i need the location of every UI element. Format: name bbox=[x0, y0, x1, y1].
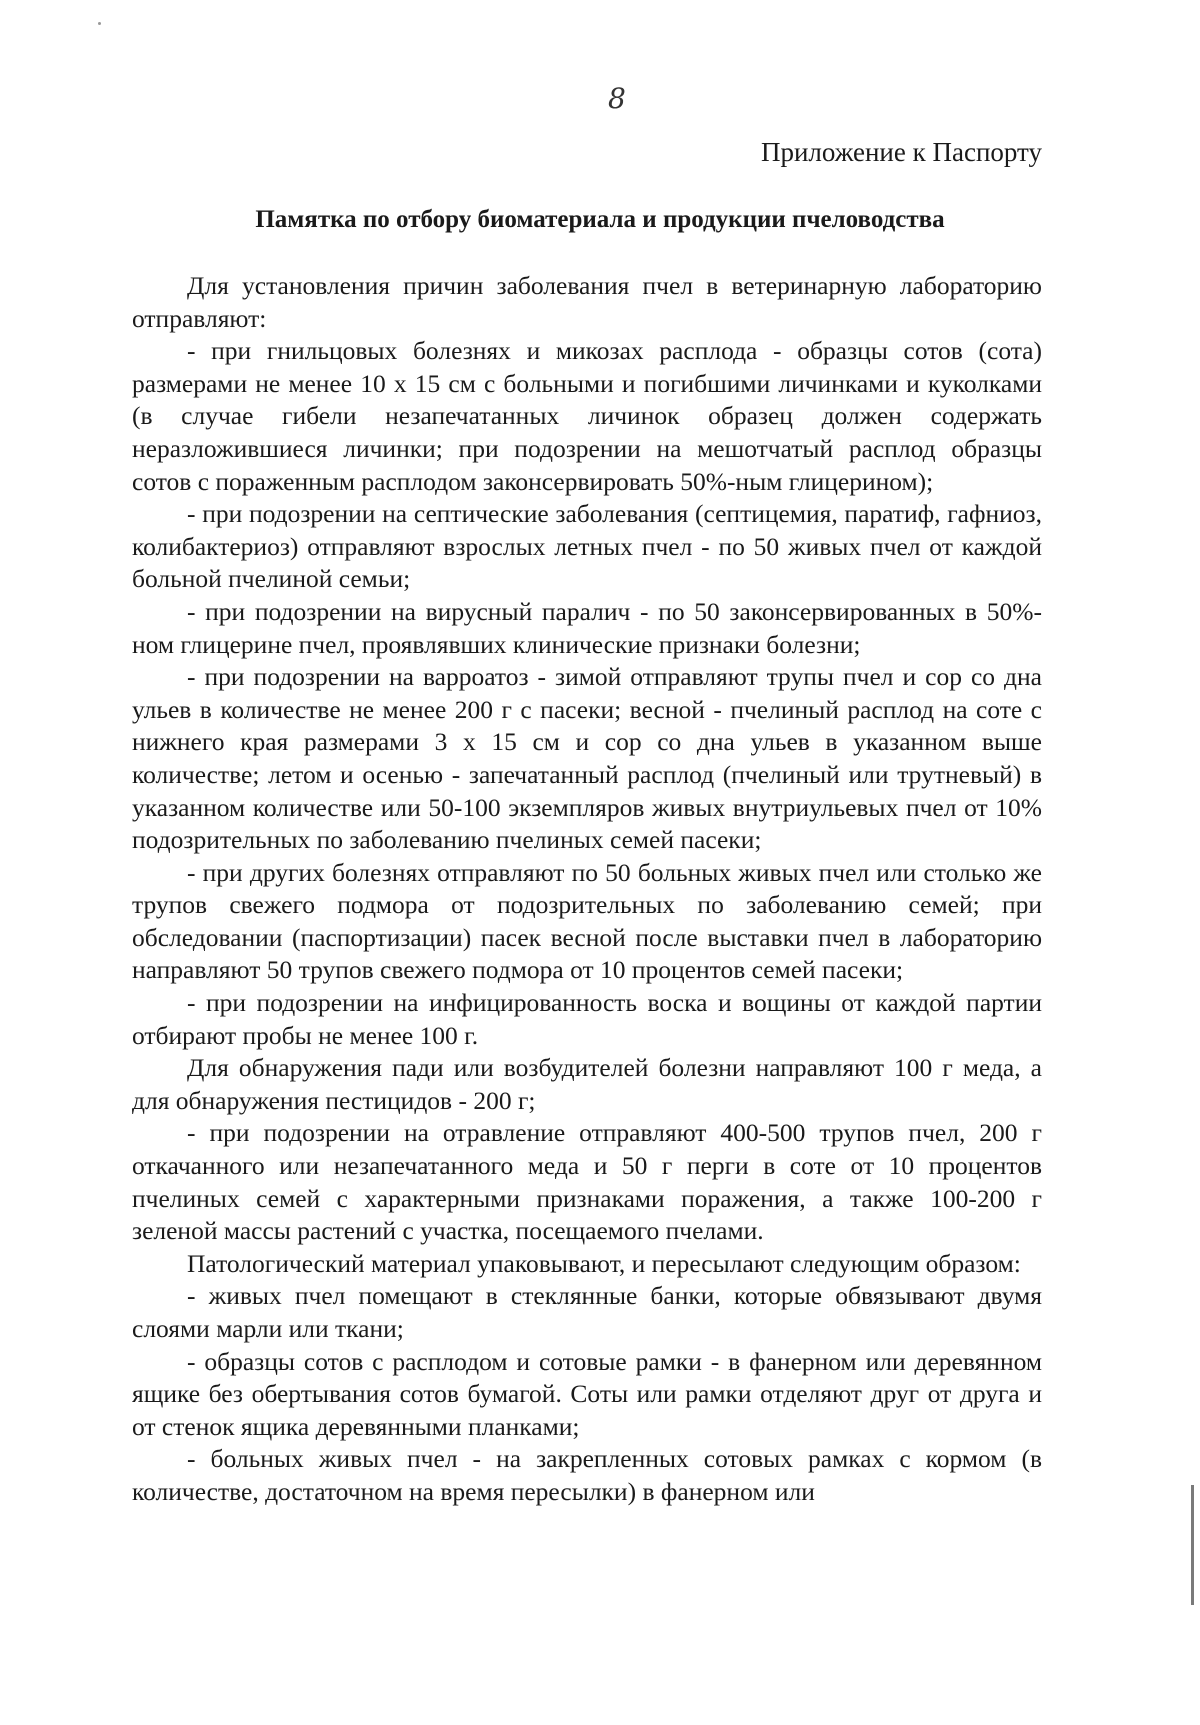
paragraph: Для установления причин заболевания пчел в ветеринарную лабораторию отправляют: bbox=[132, 271, 1042, 333]
scan-speck bbox=[98, 22, 101, 25]
appendix-label: Приложение к Паспорту bbox=[760, 137, 1042, 167]
paragraph: - живых пчел помещают в стеклянные банки, которые обвязывают двумя слоями марли или ткани; bbox=[132, 1281, 1042, 1343]
paragraph: - при подозрении на отравление отправляют 400-500 трупов пчел, 200 г откачанного или незапечатанного меда и 50 г перги в соте от 10 процентов пчелиных семей с характерными признаками поражения, а также 100-200 г зеленой массы растений с участка, посещаемого пчелами. bbox=[132, 1118, 1042, 1246]
paragraph: Для обнаружения пади или возбудителей болезни направляют 100 г меда, а для обнаружения пестицидов - 200 г; bbox=[132, 1053, 1042, 1115]
paragraph: - больных живых пчел - на закрепленных сотовых рамках с кормом (в количестве, достаточном на время пересылки) в фанерном или bbox=[132, 1444, 1042, 1506]
paragraph: Патологический материал упаковывают, и пересылают следующим образом: bbox=[187, 1248, 1021, 1278]
paragraph: - при подозрении на варроатоз - зимой отправляют трупы пчел и сор со дна ульев в количестве не менее 200 г с пасеки; весной - пчелиный расплод на соте с нижнего края размерами 3 х 15 см и сор со дна ульев в указанном выше количестве; летом и осенью - запечатанный расплод (пчелиный или трутневый) в указанном количестве или 50-100 экземпляров живых внутриульевых пчел от 10% подозрительных по заболеванию пчелиных семей пасеки; bbox=[132, 662, 1042, 855]
page-number: 8 bbox=[608, 82, 626, 115]
paragraph: - при подозрении на инфицированность воска и вощины от каждой партии отбирают пробы не менее 100 г. bbox=[132, 988, 1042, 1050]
scan-edge-mark bbox=[1191, 1485, 1194, 1605]
paragraph: - при подозрении на вирусный паралич - по 50 законсервированных в 50%-ном глицерине пчел, проявлявших клинические признаки болезни; bbox=[132, 596, 1042, 659]
paragraph: - при подозрении на септические заболевания (септицемия, паратиф, гафниоз, колибактериоз) отправляют взрослых летных пчел - по 50 живых пчел от каждой больной пчелиной семьи; bbox=[132, 499, 1042, 594]
paragraph: - при других болезнях отправляют по 50 больных живых пчел или столько же трупов свежего подмора от подозрительных по заболеванию семей; при обследовании (паспортизации) пасек весной после выставки пчел в лабораторию направляют 50 трупов свежего подмора от 10 процентов семей пасеки; bbox=[132, 857, 1042, 985]
paragraph: - при гнильцовых болезнях и микозах расплода - образцы сотов (сота) размерами не менее 10 х 15 см с больными и погибшими личинками и куколками (в случае гибели незапечатанных личинок образец должен содержать неразложившиеся личинки; при подозрении на мешотчатый расплод образцы сотов с пораженным расплодом законсервировать 50%-ным глицерином); bbox=[132, 336, 1042, 496]
document-title: Памятка по отбору биоматериала и продукции пчеловодства bbox=[255, 206, 945, 233]
document-body bbox=[132, 270, 1042, 1509]
paragraph: - образцы сотов с расплодом и сотовые рамки - в фанерном или деревянном ящике без обертывания сотов бумагой. Соты или рамки отделяют друг от друга и от стенок ящика деревянными планками; bbox=[132, 1346, 1042, 1441]
